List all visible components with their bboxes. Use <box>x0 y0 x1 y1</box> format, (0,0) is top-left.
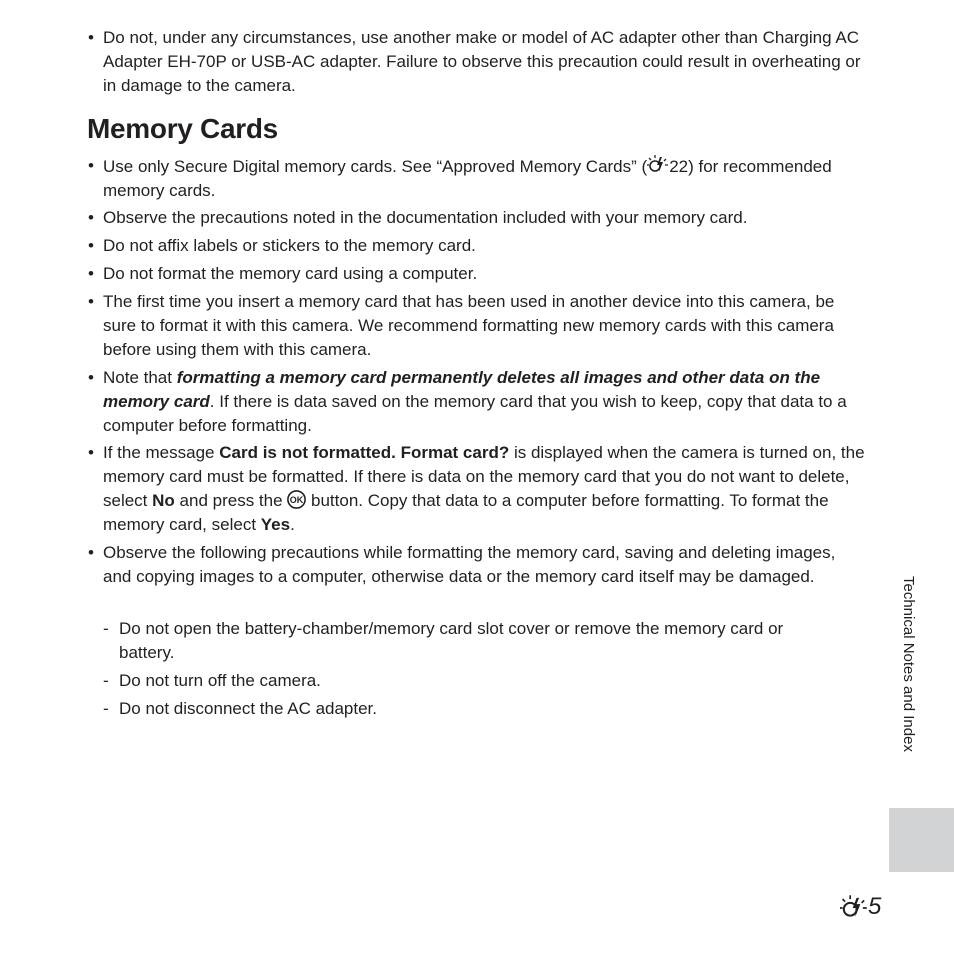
page-number-value: 5 <box>868 893 882 920</box>
emphasis-text: formatting a memory card permanently deletes all images and other data on the memory card <box>103 368 821 411</box>
camera-message: Card is not formatted. Format card? <box>219 443 510 462</box>
svg-text:OK: OK <box>290 495 304 505</box>
side-tab[interactable] <box>889 808 954 872</box>
bullet-dot <box>88 262 102 286</box>
list-item-text: Do not format the memory card using a computer. <box>103 264 478 283</box>
bullet-dot <box>88 26 102 50</box>
text-segment: . <box>290 515 295 534</box>
list-item-text <box>103 154 868 203</box>
list-item <box>88 541 868 589</box>
bullet-dot <box>88 290 102 314</box>
dash-marker: - <box>103 619 109 638</box>
bullet-dot <box>88 206 102 230</box>
list-item-text <box>103 366 868 438</box>
sub-list-item <box>103 669 838 693</box>
text-segment: is displayed when the camera is turned on, the memory card must be formatted. If there is data on the memory card that you do not want to delete, select <box>103 443 865 510</box>
text-segment: and press the <box>174 491 288 510</box>
list-item <box>88 154 868 203</box>
option-yes: Yes <box>260 515 291 534</box>
list-item-text: Observe the following precautions while formatting the memory card, saving and deleting images, and copying images to a computer, otherwise data or the memory card itself may be damaged. <box>103 543 836 586</box>
list-item <box>88 366 868 438</box>
list-item <box>88 290 868 362</box>
list-item-text <box>103 441 868 537</box>
text-segment: Note that <box>103 368 177 387</box>
dash-marker: - <box>103 699 109 718</box>
list-item-text: The first time you insert a memory card that has been used in another device into this camera, be sure to format it with this camera. We recommend formatting new memory cards with this camera before using them with this camera. <box>103 292 835 359</box>
option-no: No <box>152 491 175 510</box>
bullet-dot <box>88 541 102 565</box>
list-item <box>88 234 868 258</box>
sub-list-item <box>103 697 838 721</box>
list-item-text: Observe the precautions noted in the documentation included with your memory card. <box>103 208 748 227</box>
list-item-text: Do not affix labels or stickers to the memory card. <box>103 236 476 255</box>
bullet-dot <box>88 154 102 178</box>
text-segment: If the message <box>103 443 220 462</box>
list-item <box>88 262 868 286</box>
dash-marker: - <box>103 671 109 690</box>
section-heading: Memory Cards <box>87 113 278 144</box>
list-item <box>88 206 868 230</box>
text-segment: button. Copy that data to a computer before formatting. To format the memory card, select <box>103 491 829 534</box>
side-tab-label: Technical Notes and Index <box>900 576 917 752</box>
sub-list-item <box>103 617 838 665</box>
bullet-dot <box>88 366 102 390</box>
bullet-dot <box>88 234 102 258</box>
ok-button-icon <box>287 490 306 509</box>
sub-list-item-text: Do not disconnect the AC adapter. <box>119 699 378 718</box>
list-item <box>88 26 868 98</box>
reference-section-icon <box>840 894 868 927</box>
bullet-dot <box>88 441 102 465</box>
list-item <box>88 441 868 537</box>
text-segment: Use only Secure Digital memory cards. See “Approved Memory Cards” ( <box>103 157 648 176</box>
reference-page[interactable]: 22 <box>669 157 689 176</box>
text-segment: . If there is data saved on the memory card that you wish to keep, copy that data to a computer before formatting. <box>103 392 847 435</box>
reference-section-icon <box>647 154 669 176</box>
text-segment: ) for recommended memory cards. <box>103 157 832 200</box>
sub-list-item-text: Do not turn off the camera. <box>119 671 321 690</box>
sub-list-item-text: Do not open the battery-chamber/memory card slot cover or remove the memory card or battery. <box>119 619 784 662</box>
list-item-text: Do not, under any circumstances, use another make or model of AC adapter other than Charging AC Adapter EH-70P or USB-AC adapter. Failure to observe this precaution could result in overheating or in damage to the camera. <box>103 28 861 95</box>
